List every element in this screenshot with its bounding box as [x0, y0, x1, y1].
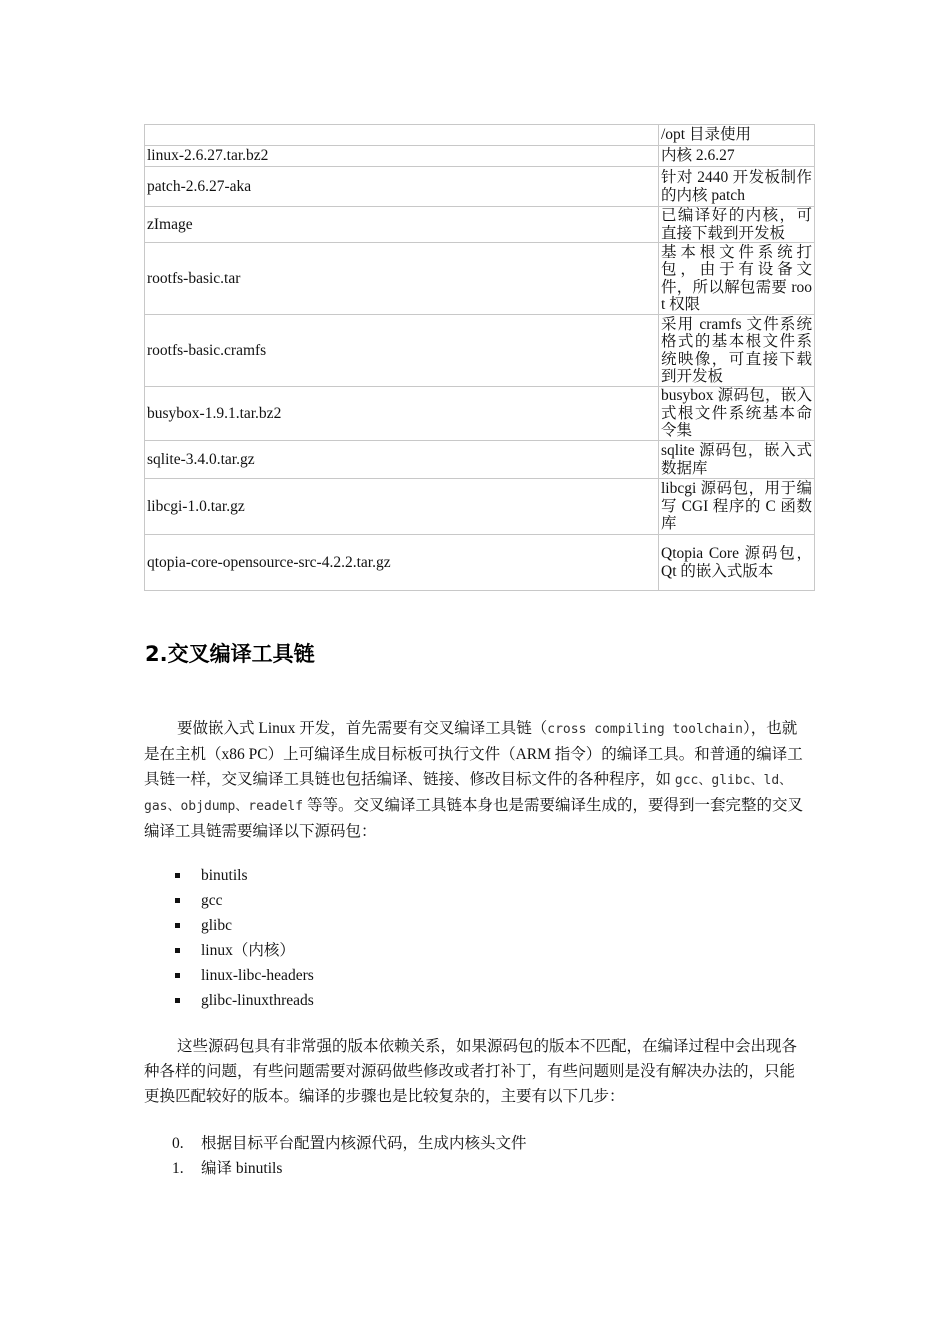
file-desc-cell: 内核 2.6.27	[659, 146, 815, 167]
file-desc-cell: /opt 目录使用	[659, 125, 815, 146]
table-row	[145, 243, 815, 315]
list-item	[144, 913, 314, 938]
file-name-cell: zImage	[145, 207, 659, 243]
intro-text-2: ），也就是在主机（x86 PC）上可编译生成目标板可执行文件（ARM 指令）的编译工具。和普通的编译工具链一样，交叉编译工具链也包括编译、链接、修改目标文件的各种程序，如	[144, 720, 803, 788]
table-row	[145, 479, 815, 535]
list-item	[144, 863, 314, 888]
table-row	[145, 125, 815, 146]
bullet-square-icon	[175, 898, 180, 903]
file-name-cell: rootfs-basic.cramfs	[145, 315, 659, 387]
list-item	[144, 1131, 527, 1156]
table-row	[145, 535, 815, 591]
file-desc-cell: sqlite 源码包，嵌入式数据库	[659, 441, 815, 479]
file-name-cell	[145, 125, 659, 146]
dependency-paragraph: 这些源码包具有非常强的版本依赖关系，如果源码包的版本不匹配，在编译过程中会出现各种各样的问题，有些问题需要对源码做些修改或者打补丁，有些问题则是没有解决办法的，只能更换匹配较好的版本。编译的步骤也是比较复杂的，主要有以下几步：	[144, 1038, 798, 1105]
file-desc-cell: 已编译好的内核，可直接下载到开发板	[659, 207, 815, 243]
file-desc-cell: busybox 源码包，嵌入式根文件系统基本命令集	[659, 387, 815, 441]
file-name-cell: rootfs-basic.tar	[145, 243, 659, 315]
table-row	[145, 146, 815, 167]
file-name-cell: libcgi-1.0.tar.gz	[145, 479, 659, 535]
package-name: binutils	[201, 867, 248, 884]
list-item	[144, 963, 314, 988]
table-row	[145, 207, 815, 243]
package-name: linux-libc-headers	[201, 967, 314, 984]
section-heading: 2.交叉编译工具链	[145, 642, 315, 666]
file-desc-cell: 针对 2440 开发板制作的内核 patch	[659, 167, 815, 207]
file-name-cell: busybox-1.9.1.tar.bz2	[145, 387, 659, 441]
step-text: 编译 binutils	[201, 1160, 283, 1177]
file-desc-cell: libcgi 源码包，用于编写 CGI 程序的 C 函数库	[659, 479, 815, 535]
list-item	[144, 1156, 527, 1181]
bullet-square-icon	[175, 948, 180, 953]
intro-mono-tools: gcc、glibc、ld、gas、objdump、readelf	[144, 773, 793, 814]
package-name: glibc	[201, 917, 232, 934]
intro-text-1: 要做嵌入式 Linux 开发，首先需要有交叉编译工具链（	[177, 720, 548, 737]
file-desc-cell: Qtopia Core 源码包，Qt 的嵌入式版本	[659, 535, 815, 591]
file-table	[144, 124, 815, 591]
list-item	[144, 988, 314, 1013]
file-desc-cell: 采用 cramfs 文件系统格式的基本根文件系统映像，可直接下载到开发板	[659, 315, 815, 387]
step-number: 0.	[172, 1135, 184, 1152]
package-name: glibc-linuxthreads	[201, 992, 314, 1009]
file-name-cell: sqlite-3.4.0.tar.gz	[145, 441, 659, 479]
table-row	[145, 167, 815, 207]
intro-mono-term: cross compiling toolchain	[547, 722, 743, 737]
intro-text-3: 等等。交叉编译工具链本身也是需要编译生成的，要得到一套完整的交叉编译工具链需要编译以下源码包：	[144, 797, 803, 840]
table-row	[145, 387, 815, 441]
package-name: linux（内核）	[201, 942, 295, 959]
list-item	[144, 888, 314, 913]
package-name: gcc	[201, 892, 223, 909]
file-desc-cell: 基本根文件系统打包，由于有设备文件，所以解包需要 root 权限	[659, 243, 815, 315]
intro-paragraph	[144, 716, 804, 844]
file-name-cell: patch-2.6.27-aka	[145, 167, 659, 207]
step-number: 1.	[172, 1160, 184, 1177]
build-steps-list	[144, 1131, 527, 1181]
bullet-square-icon	[175, 923, 180, 928]
bullet-square-icon	[175, 998, 180, 1003]
bullet-square-icon	[175, 873, 180, 878]
bullet-square-icon	[175, 973, 180, 978]
package-list	[144, 863, 314, 1013]
table-row	[145, 441, 815, 479]
step-text: 根据目标平台配置内核源代码，生成内核头文件	[201, 1135, 527, 1152]
table-row	[145, 315, 815, 387]
file-name-cell: qtopia-core-opensource-src-4.2.2.tar.gz	[145, 535, 659, 591]
file-name-cell: linux-2.6.27.tar.bz2	[145, 146, 659, 167]
list-item	[144, 938, 314, 963]
